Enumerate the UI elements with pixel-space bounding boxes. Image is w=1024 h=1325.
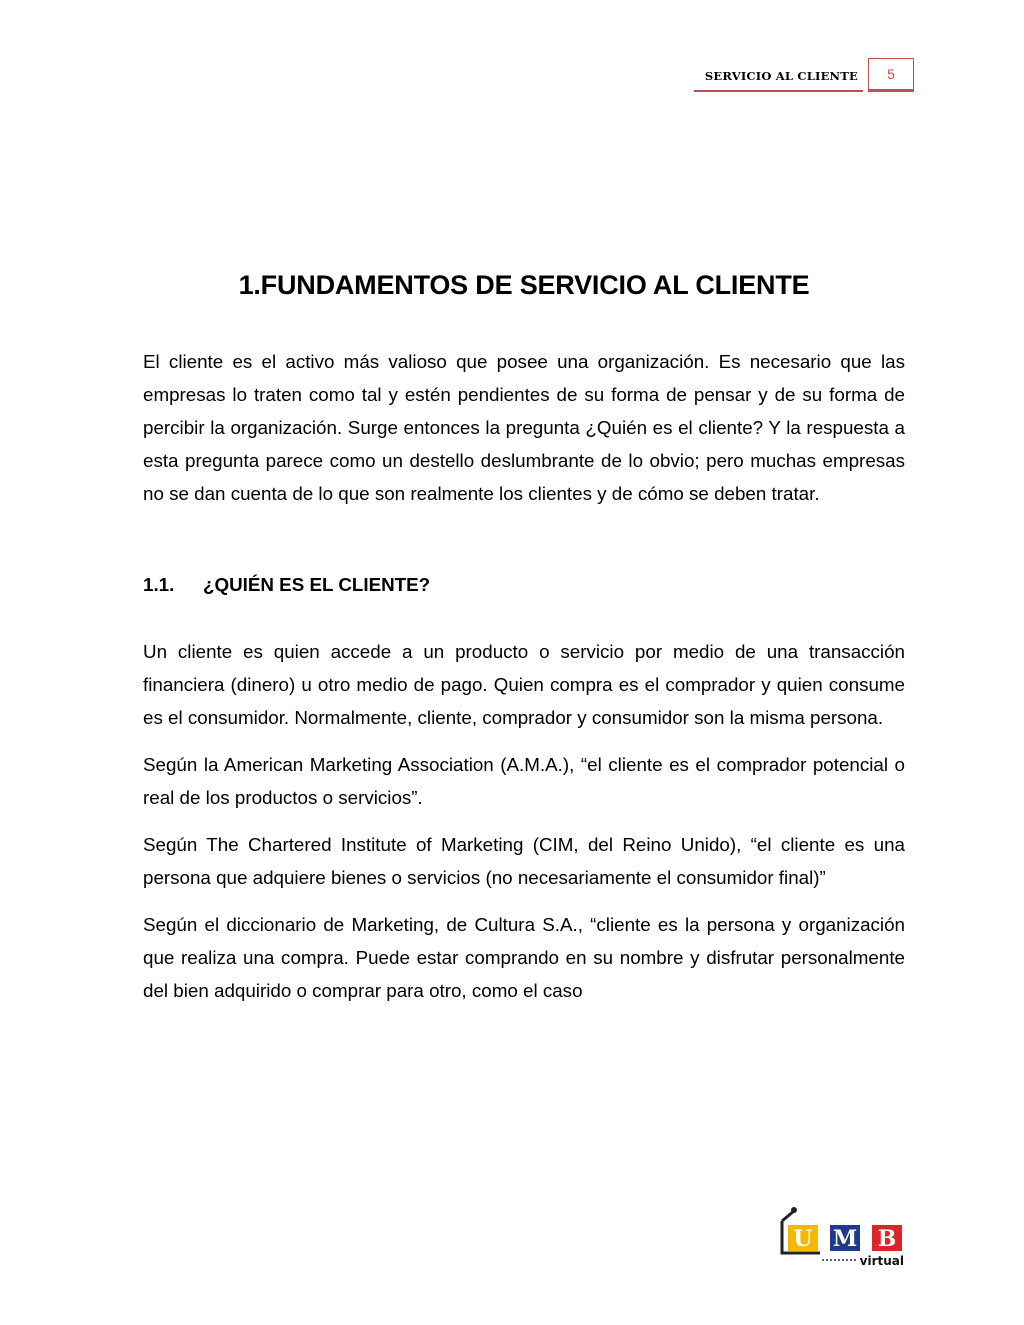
section-heading-text: ¿QUIÉN ES EL CLIENTE? — [203, 574, 431, 595]
page-number: 5 — [868, 58, 914, 92]
header-title: SERVICIO AL CLIENTE — [704, 69, 858, 83]
section-heading — [143, 568, 905, 601]
section-number: 1.1. — [143, 574, 175, 595]
logo-dot — [791, 1207, 797, 1213]
intro-paragraph: El cliente es el activo más valioso que posee una organización. Es necesario que las empresas lo traten como tal y estén pendientes de su forma de pensar y de su forma de percibir la organización. Surge entonces la pregunta ¿Quién es el cliente? Y la respuesta a esta pregunta parece como un destello deslumbrante de lo obvio; pero muchas empresas no se dan cuenta de lo que son realmente los clientes y de cómo se deben tratar. — [143, 351, 905, 504]
logo-line-top — [782, 1211, 794, 1221]
logo-m-letter: M — [832, 1226, 858, 1252]
logo-subtitle: virtual — [859, 1254, 904, 1268]
paragraph-1: Un cliente es quien accede a un producto o servicio por medio de una transacción financiera (dinero) u otro medio de pago. Quien compra es el comprador y quien consume es el consumidor. Normalmente, cliente, comprador y consumidor son la misma persona. — [143, 641, 905, 728]
umb-virtual-logo — [778, 1205, 908, 1271]
logo-b-letter: B — [877, 1226, 897, 1252]
paragraph-4: Según el diccionario de Marketing, de Cultura S.A., “cliente es la persona y organización que realiza una compra. Puede estar comprando en su nombre y disfrutar personalmente del bien adquirido o comprar para otro, como el caso — [143, 914, 905, 1001]
logo-u-letter: U — [793, 1226, 813, 1252]
page-header — [0, 58, 1024, 94]
paragraph-2: Según la American Marketing Association (A.M.A.), “el cliente es el comprador potencial o real de los productos o servicios”. — [143, 754, 905, 808]
chapter-title: 1.FUNDAMENTOS DE SERVICIO AL CLIENTE — [238, 270, 810, 300]
header-rule — [694, 90, 863, 92]
paragraph-3: Según The Chartered Institute of Marketing (CIM, del Reino Unido), “el cliente es una persona que adquiere bienes o servicios (no necesariamente el consumidor final)” — [143, 834, 905, 888]
document-body — [143, 270, 905, 1021]
